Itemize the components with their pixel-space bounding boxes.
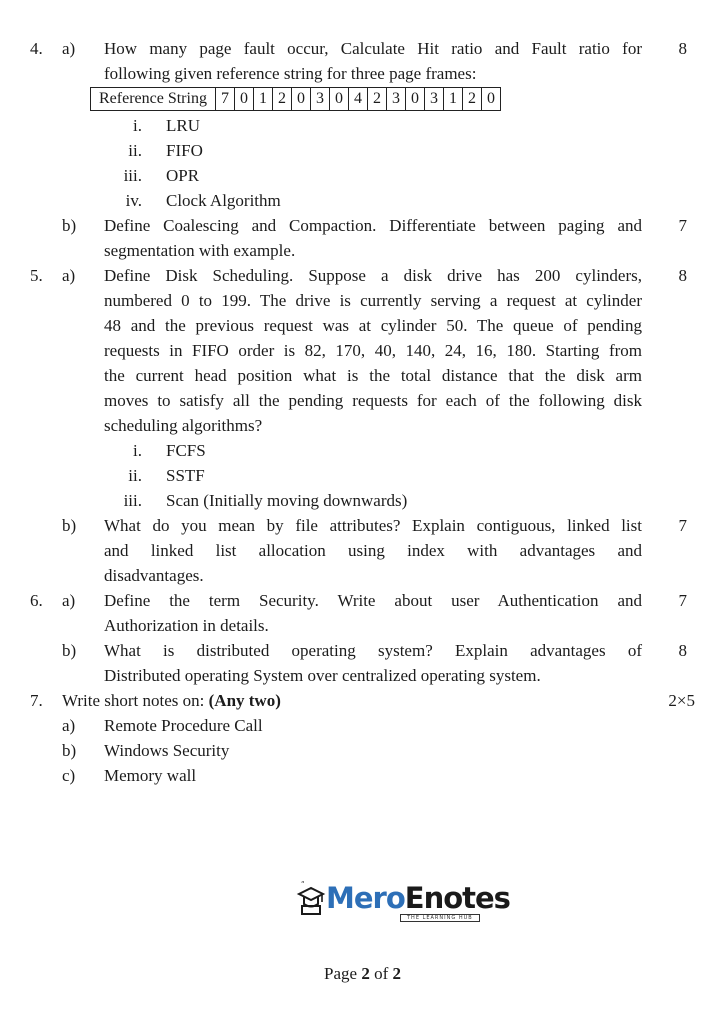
- reference-cell: 2: [272, 88, 291, 111]
- q5-option-number: iii.: [123, 491, 142, 510]
- svg-text:“: “: [301, 880, 305, 888]
- meroenotes-logo: [296, 880, 510, 928]
- question-5b-line-3: disadvantages.: [104, 566, 204, 585]
- question-7-number: 7.: [30, 691, 43, 710]
- reference-cell: 0: [405, 88, 424, 111]
- q4-option-text: LRU: [166, 116, 200, 135]
- question-4a-line-1: How many page fault occur, Calculate Hit ratio and Fault ratio for: [104, 39, 642, 58]
- q4-option-number: iii.: [123, 166, 142, 185]
- q7-item-text: Windows Security: [104, 741, 230, 760]
- question-4a-label: a): [62, 39, 76, 58]
- question-5b-line-1: What do you mean by file attributes? Explain contiguous, linked list: [104, 516, 642, 535]
- q7-item-text: Remote Procedure Call: [104, 716, 263, 735]
- reference-cell: 2: [462, 88, 481, 111]
- question-5b-marks: 7: [678, 516, 687, 535]
- page-number-footer: [0, 964, 725, 984]
- reference-cell: 1: [443, 88, 462, 111]
- reference-cell: 0: [234, 88, 253, 111]
- question-4b-line-2: segmentation with example.: [104, 241, 296, 260]
- q7-item-label: c): [62, 766, 76, 785]
- reference-cell: 3: [310, 88, 329, 111]
- reference-cell: 4: [348, 88, 367, 111]
- q4-option-text: Clock Algorithm: [166, 191, 281, 210]
- logo-word-mero: Mero: [326, 881, 405, 915]
- graduation-cap-icon: [296, 880, 326, 920]
- reference-cell: 2: [367, 88, 386, 111]
- question-6-number: 6.: [30, 591, 43, 610]
- reference-cell: 3: [424, 88, 443, 111]
- question-6b-label: b): [62, 641, 77, 660]
- question-4b-marks: 7: [678, 216, 687, 235]
- question-4a-marks: 8: [678, 39, 687, 58]
- question-5a-line-5: the current head position what is the total distance that the disk arm: [104, 366, 642, 385]
- question-4b-line-1: Define Coalescing and Compaction. Differentiate between paging and: [104, 216, 642, 235]
- reference-cell: 3: [386, 88, 405, 111]
- logo-wordmark: [326, 880, 510, 916]
- question-6a-line-1: Define the term Security. Write about user Authentication and: [104, 591, 642, 610]
- question-5b-line-2: and linked list allocation using index with advantages and: [104, 541, 642, 560]
- reference-cell: 1: [253, 88, 272, 111]
- question-7-title-bold: (Any two): [208, 691, 281, 710]
- question-6a-marks: 7: [678, 591, 687, 610]
- q4-option-number: iv.: [125, 191, 142, 210]
- q5-option-number: i.: [133, 441, 142, 460]
- question-5-number: 5.: [30, 266, 43, 285]
- question-5a-line-6: moves to satisfy all the pending requests for each of the following disk: [104, 391, 642, 410]
- reference-cell: 0: [291, 88, 310, 111]
- q4-option-number: ii.: [128, 141, 142, 160]
- q5-option-text: FCFS: [166, 441, 206, 460]
- question-6a-label: a): [62, 591, 76, 610]
- question-5b-label: b): [62, 516, 77, 535]
- footer-current-page: 2: [361, 964, 370, 983]
- q7-item-label: a): [62, 716, 76, 735]
- footer-total-pages: 2: [392, 964, 401, 983]
- question-5a-line-4: requests in FIFO order is 82, 170, 40, 140, 24, 16, 180. Starting from: [104, 341, 642, 360]
- question-7-title-text: Write short notes on:: [62, 691, 205, 710]
- q7-item-label: b): [62, 741, 77, 760]
- footer-mid: of: [369, 964, 393, 983]
- q4-option-text: OPR: [166, 166, 200, 185]
- question-6b-line-2: Distributed operating System over centralized operating system.: [104, 666, 541, 685]
- question-4b-label: b): [62, 216, 77, 235]
- q4-option-number: i.: [133, 116, 142, 135]
- question-6a-line-2: Authorization in details.: [104, 616, 269, 635]
- question-4-number: 4.: [30, 39, 43, 58]
- question-5a-line-2: numbered 0 to 199. The drive is currently serving a request at cylinder: [104, 291, 642, 310]
- reference-cell: 7: [215, 88, 234, 111]
- logo-word-enotes: Enotes: [404, 881, 510, 915]
- reference-string-label: Reference String: [91, 88, 216, 111]
- reference-string-table: [90, 87, 501, 111]
- question-5a-label: a): [62, 266, 76, 285]
- question-7-title: [62, 690, 281, 712]
- reference-cell: 0: [329, 88, 348, 111]
- q5-option-text: SSTF: [166, 466, 205, 485]
- q5-option-text: Scan (Initially moving downwards): [166, 491, 408, 510]
- question-7-marks: 2×5: [668, 691, 695, 710]
- q5-option-number: ii.: [128, 466, 142, 485]
- question-4a-line-2: following given reference string for three page frames:: [104, 64, 477, 83]
- footer-prefix: Page: [324, 964, 362, 983]
- question-6b-marks: 8: [678, 641, 687, 660]
- question-5a-line-3: 48 and the previous request was at cylinder 50. The queue of pending: [104, 316, 642, 335]
- question-5a-marks: 8: [678, 266, 687, 285]
- question-5a-line-7: scheduling algorithms?: [104, 416, 263, 435]
- q7-item-text: Memory wall: [104, 766, 197, 785]
- logo-tagline: THE LEARNING HUB: [400, 914, 480, 922]
- question-5a-line-1: Define Disk Scheduling. Suppose a disk drive has 200 cylinders,: [104, 266, 642, 285]
- question-6b-line-1: What is distributed operating system? Explain advantages of: [104, 641, 642, 660]
- reference-cell: 0: [481, 88, 500, 111]
- q4-option-text: FIFO: [166, 141, 203, 160]
